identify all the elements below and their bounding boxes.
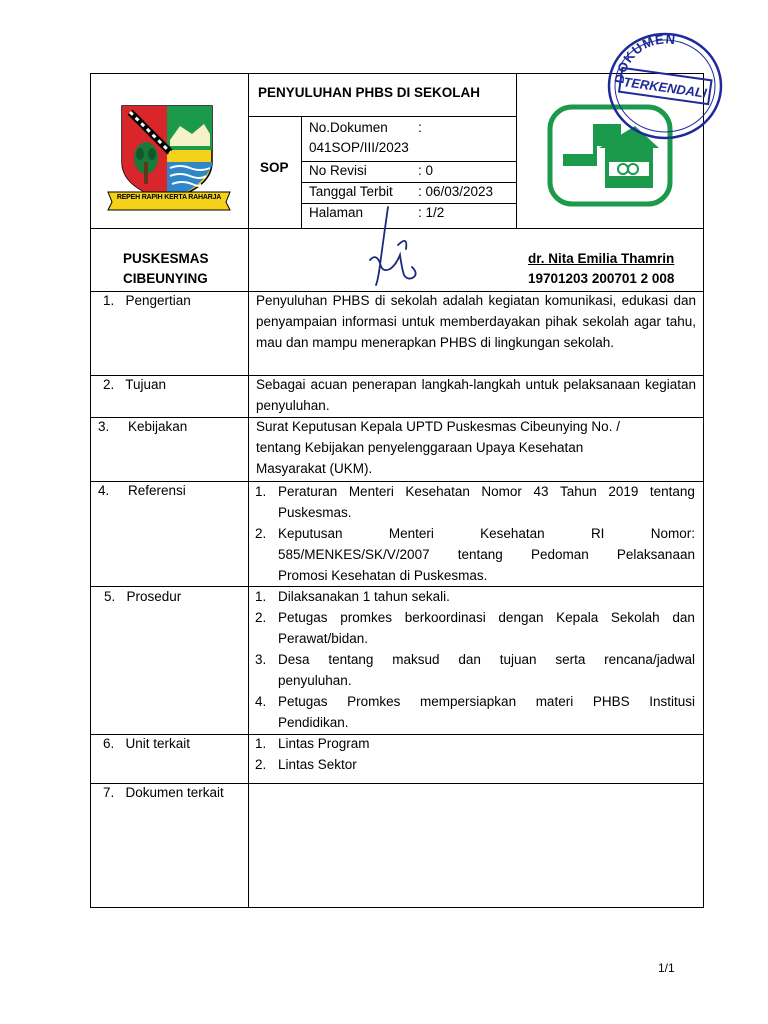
referensi-2-line-1: Keputusan Menteri Kesehatan RI Nomor: (278, 526, 695, 541)
prosedur-4-line-1: Petugas Promkes mempersiapkan materi PHBS Institusi (278, 694, 695, 709)
stamp-top-text: DOKUMEN (611, 31, 677, 85)
list-item: 2. Keputusan Menteri Kesehatan RI Nomor: (255, 523, 695, 544)
prosedur-3-line-1: Desa tentang maksud dan tujuan serta rencana/jadwal (278, 652, 695, 667)
kebijakan-line-2: tentang Kebijakan penyelenggaraan Upaya Kesehatan (256, 440, 584, 455)
referensi-2-line-2: 585/MENKES/SK/V/2007 tentang Pedoman Pelaksanaan (278, 547, 695, 562)
doc-no-colon: : (418, 120, 422, 135)
section-label-pengertian: 1. Pengertian (103, 293, 191, 308)
date-value: : 06/03/2023 (418, 184, 494, 199)
stamp-dokumen-terkendali (606, 30, 724, 142)
page-value: : 1/2 (418, 205, 445, 220)
list-item: 4. Petugas Promkes mempersiapkan materi PHBS Institusi (255, 691, 695, 712)
list-item: 3. Desa tentang maksud dan tujuan serta rencana/jadwal (255, 649, 695, 670)
prosedur-2-line-2: Perawat/bidan. (278, 631, 369, 646)
list-item: 1. Dilaksanakan 1 tahun sekali. (255, 586, 695, 607)
section-label-tujuan: 2. Tujuan (103, 377, 167, 392)
official-nip: 19701203 200701 2 008 (528, 271, 675, 286)
sop-label: SOP (260, 160, 289, 175)
referensi-1-line-1: Peraturan Menteri Kesehatan Nomor 43 Tahun 2019 tentang (278, 484, 695, 499)
referensi-1-line-2: Puskesmas. (278, 505, 352, 520)
list-item (255, 670, 695, 691)
list-item: 2. Petugas promkes berkoordinasi dengan Kepala Sekolah dan (255, 607, 695, 628)
list-item (255, 712, 695, 733)
section-label-kebijakan: 3. Kebijakan (98, 419, 188, 434)
list-item (255, 502, 695, 523)
section-label-referensi: 4. Referensi (98, 483, 186, 498)
list-item (255, 544, 695, 565)
prosedur-3-line-2: penyuluhan. (278, 673, 352, 688)
unit-terkait-1: Lintas Program (278, 736, 370, 751)
prosedur-1-line-1: Dilaksanakan 1 tahun sekali. (278, 589, 450, 604)
list-item (255, 628, 695, 649)
logo-banner-text: REPEH RAPIH KERTA RAHARJA (116, 194, 222, 201)
kebijakan-line-3: Masyarakat (UKM). (256, 461, 373, 476)
page-number: 1/1 (658, 961, 675, 975)
pengertian-text: Penyuluhan PHBS di sekolah adalah kegiatan komunikasi, edukasi dan penyampaian informasi untuk memberdayakan pihak sekolah agar tahu, mau dan mampu menerapkan PHBS di lingkungan sekolah. (256, 293, 696, 350)
section-label-dokumen-terkait: 7. Dokumen terkait (103, 785, 224, 800)
list-item: 2. Lintas Sektor (255, 754, 695, 775)
section-label-prosedur: 5. Prosedur (104, 589, 182, 604)
page-label: Halaman (309, 205, 364, 220)
unit-terkait-2: Lintas Sektor (278, 757, 357, 772)
puskesmas-name-line2: CIBEUNYING (123, 271, 208, 286)
regency-logo (100, 100, 238, 212)
puskesmas-name-line1: PUSKESMAS (123, 251, 209, 266)
stamp-center-text: TERKENDALI (622, 74, 708, 101)
doc-no-label: No.Dokumen (309, 120, 388, 135)
revision-label: No Revisi (309, 163, 367, 178)
list-item (255, 565, 695, 586)
document-title: PENYULUHAN PHBS DI SEKOLAH (258, 85, 481, 100)
referensi-2-line-3: Promosi Kesehatan di Puskesmas. (278, 568, 488, 583)
list-item: 1. Lintas Program (255, 733, 695, 754)
tujuan-text: Sebagai acuan penerapan langkah-langkah untuk pelaksanaan kegiatan penyuluhan. (256, 377, 696, 413)
kebijakan-line-1: Surat Keputusan Kepala UPTD Puskesmas Cibeunying No. / (256, 419, 620, 434)
prosedur-2-line-1: Petugas promkes berkoordinasi dengan Kepala Sekolah dan (278, 610, 695, 625)
date-label: Tanggal Terbit (309, 184, 393, 199)
doc-no-value: 041SOP/III/2023 (309, 140, 409, 155)
revision-value: : 0 (418, 163, 434, 178)
prosedur-4-line-2: Pendidikan. (278, 715, 349, 730)
section-label-unit-terkait: 6. Unit terkait (103, 736, 191, 751)
official-name: dr. Nita Emilia Thamrin (528, 251, 675, 266)
list-item: 1. Peraturan Menteri Kesehatan Nomor 43 Tahun 2019 tentang (255, 481, 695, 502)
